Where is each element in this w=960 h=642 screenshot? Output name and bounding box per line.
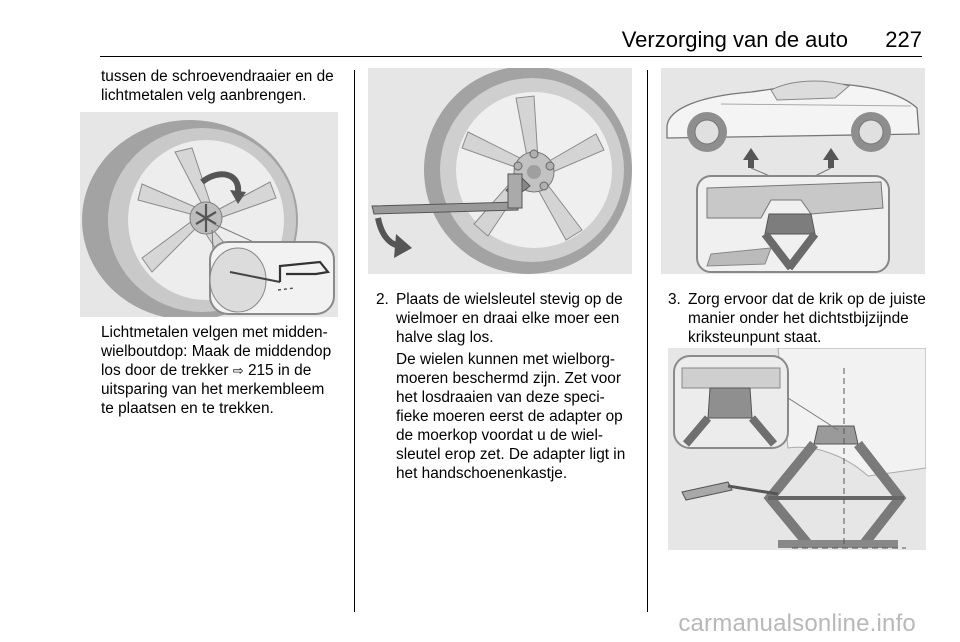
note-line-4: fieke moeren eerst de adapter op <box>396 408 623 425</box>
page-reference-arrow-icon[interactable]: ⇨ <box>232 363 244 378</box>
paragraph-line-4: uitsparing van het merkembleem <box>101 381 325 398</box>
wheel-wrench-loosening-illustration <box>368 68 632 274</box>
step-3-number: 3. <box>668 291 681 308</box>
paragraph-line-1: Lichtmetalen velgen met midden- <box>101 324 328 341</box>
step-3-line-1: Zorg ervoor dat de krik op de juiste <box>688 291 926 308</box>
step-3-line-2: manier onder het dichtstbijzijnde <box>688 310 909 327</box>
step-2-line-3: halve slag los. <box>396 329 494 346</box>
page-reference-text: 215 in de <box>247 362 312 379</box>
running-header-title: Verzorging van de auto <box>621 27 848 52</box>
paragraph-line-3 <box>101 361 311 380</box>
note-line-5: de moerkop voordat u de wiel- <box>396 427 604 444</box>
column-divider-2 <box>647 70 648 612</box>
intro-text-line-1: tussen de schroevendraaier en de <box>101 68 334 85</box>
intro-text-line-2: lichtmetalen velg aanbrengen. <box>101 87 307 104</box>
page-number: 227 <box>885 27 922 52</box>
paragraph-line-2: wielboutdop: Maak de middendop <box>101 343 332 360</box>
paragraph-line-3-text: los door de trekker <box>101 362 233 379</box>
car-jacking-points-illustration <box>661 68 925 274</box>
note-line-6: sleutel erop zet. De adapter ligt in <box>396 446 626 463</box>
paragraph-line-5: te plaatsen en te trekken. <box>101 400 274 417</box>
note-line-1: De wielen kunnen met wielborg- <box>396 351 616 368</box>
header-rule <box>100 56 922 57</box>
step-2-line-1: Plaats de wielsleutel stevig op de <box>396 291 623 308</box>
note-line-2: moeren beschermd zijn. Zet voor <box>396 370 621 387</box>
scissor-jack-position-illustration <box>668 348 926 550</box>
column-divider-1 <box>354 70 355 612</box>
note-line-7: het handschoenenkastje. <box>396 465 568 482</box>
step-2-number: 2. <box>376 291 389 308</box>
step-3-line-3: kriksteunpunt staat. <box>688 329 822 346</box>
step-2-line-2: wielmoer en draai elke moer een <box>396 310 620 327</box>
watermark-text: carmanualsonline.info <box>678 610 916 637</box>
alloy-wheel-center-cap-illustration <box>80 112 338 317</box>
note-line-3: het losdraaien van deze speci- <box>396 389 605 406</box>
